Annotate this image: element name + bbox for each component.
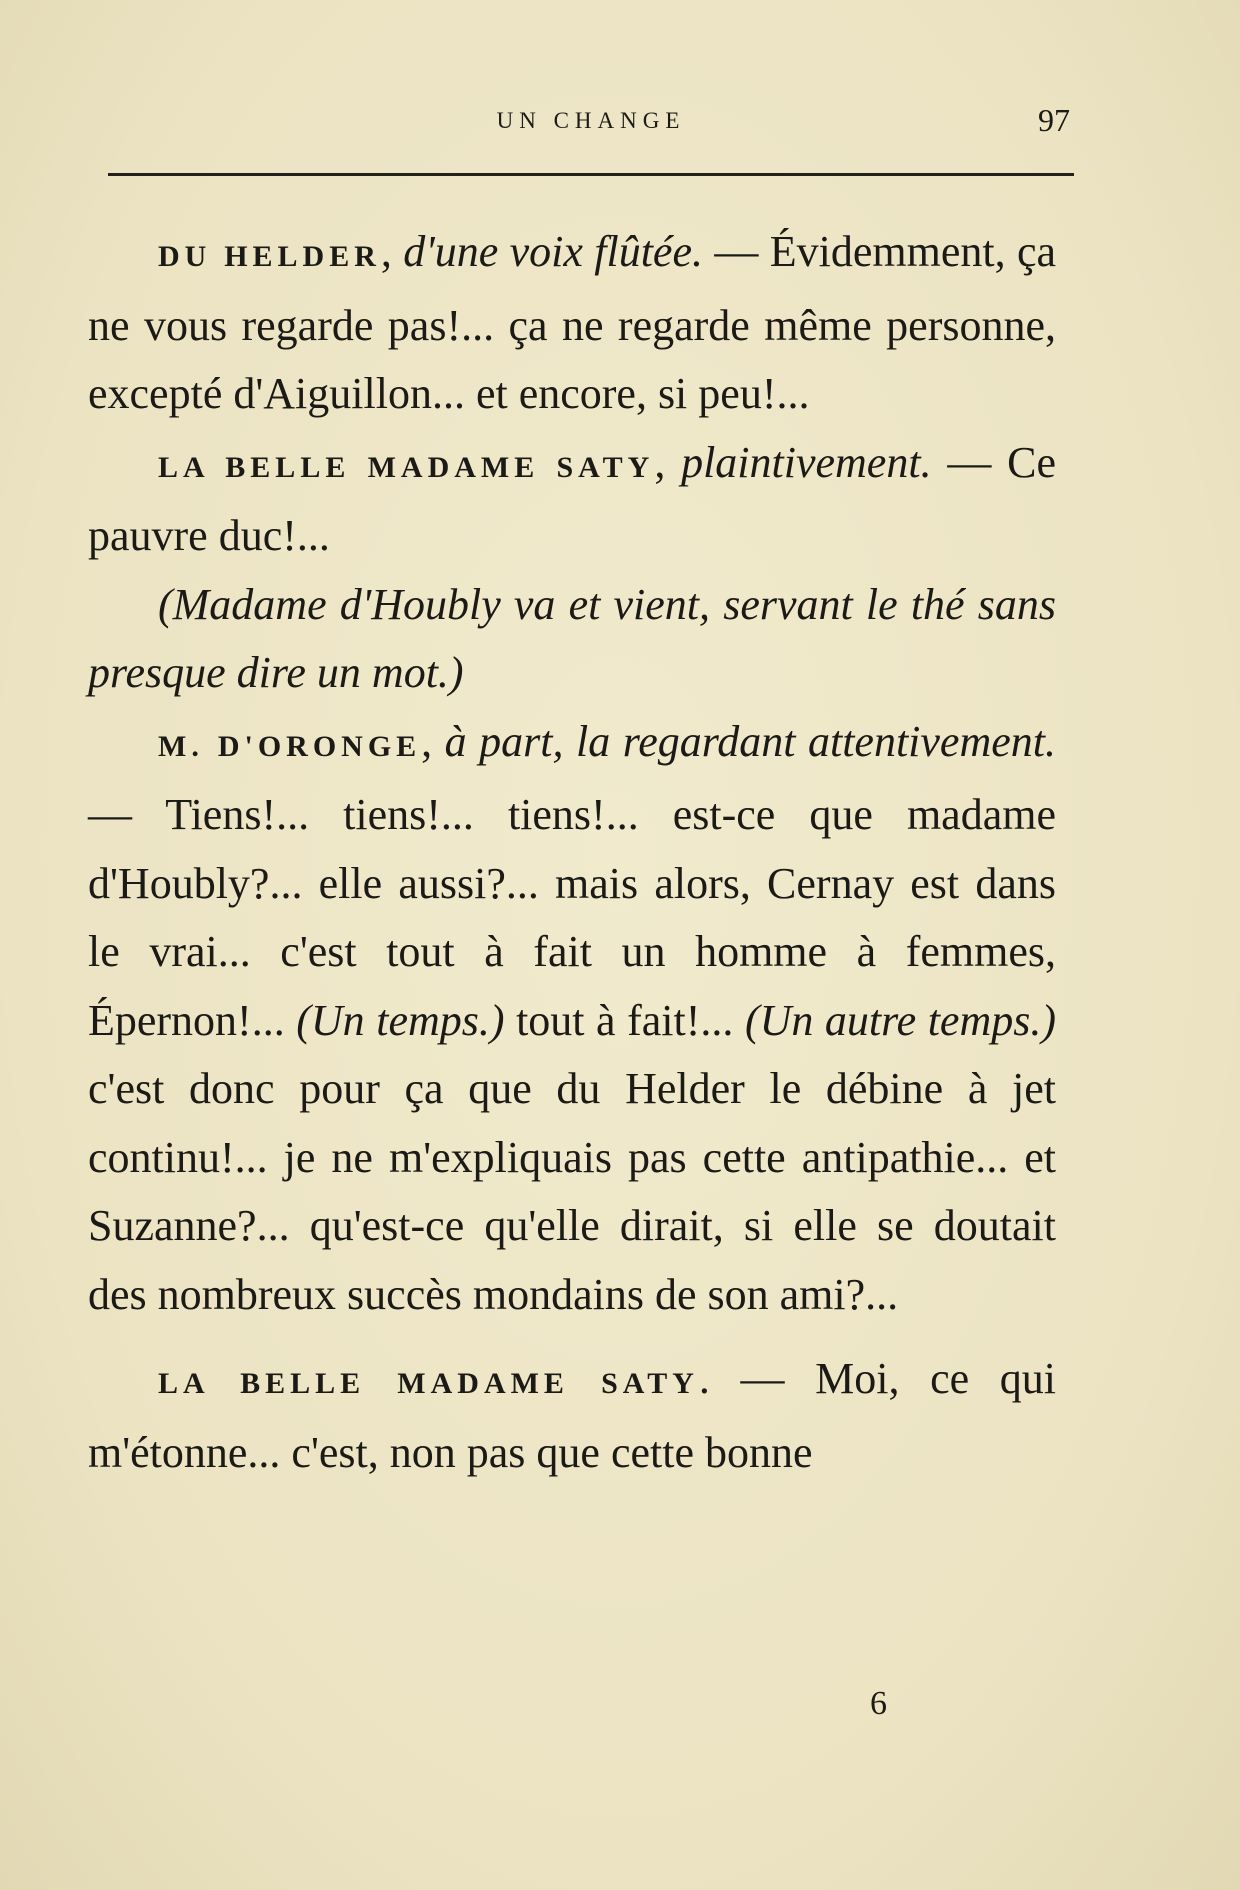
speech-text: Ce pauvre duc!... <box>88 437 1056 560</box>
speech-part: Tiens!... tiens!... tiens!... est-ce que madame d'Houbly?... elle aussi?... mais alors, Cernay est dans le vrai... c'est tout à fait un homme à femmes, Épernon!... <box>88 790 1056 1045</box>
stage-direction-inline: (Un temps.) <box>296 995 505 1045</box>
dash-separator: — <box>709 1354 816 1403</box>
stage-direction-inline: d'une voix flûtée. <box>403 227 703 276</box>
dialogue-paragraph <box>88 218 1056 429</box>
header-rule <box>108 173 1074 176</box>
stage-direction-inline: à part, la regardant attentivement. <box>444 716 1056 766</box>
stage-direction-inline: plaintivement. <box>681 437 932 487</box>
separator: , <box>380 227 404 276</box>
speech-text: Évidemment, ça ne vous regarde pas!... ça ne regarde même personne, excepté d'Aiguillon... et encore, si peu!... <box>88 227 1056 418</box>
speech-part: c'est donc pour ça que du Helder le débine à jet continu!... je ne m'expliquais pas cette antipathie... et Suzanne?... qu'est-ce qu'elle dirait, si elle se doutait des nombreux succès mondains de son ami?... <box>88 1064 1056 1319</box>
separator: . <box>698 1354 710 1403</box>
dialogue-paragraph <box>88 429 1056 571</box>
play-text <box>88 218 1056 1487</box>
stage-direction-inline: (Un autre temps.) <box>744 995 1057 1045</box>
signature-mark: 6 <box>870 1685 887 1722</box>
dialogue-paragraph <box>88 1345 1056 1487</box>
stage-direction-text: (Madame d'Houbly va et vient, servant le thé sans presque dire un mot.) <box>88 579 1056 697</box>
speaker-name: LA BELLE MADAME SATY <box>158 450 655 484</box>
speaker-name: LA BELLE MADAME SATY <box>158 1367 699 1400</box>
separator: , <box>654 437 682 487</box>
stage-direction-paragraph <box>88 571 1056 708</box>
page-number: 97 <box>1038 102 1070 138</box>
speech-part: tout à fait!... <box>504 995 745 1045</box>
dash-separator: — <box>702 227 770 276</box>
separator: , <box>421 716 445 766</box>
dialogue-paragraph <box>88 708 1056 1330</box>
dash-separator: — <box>88 790 166 839</box>
speech-text: Moi, ce qui m'étonne... c'est, non pas que cette bonne <box>88 1354 1056 1477</box>
speaker-name: M. D'ORONGE <box>158 729 422 763</box>
running-title: UN CHANGE <box>496 108 686 133</box>
running-header <box>108 102 1074 146</box>
dash-separator: — <box>931 437 1008 487</box>
speaker-name: DU HELDER <box>158 240 381 273</box>
